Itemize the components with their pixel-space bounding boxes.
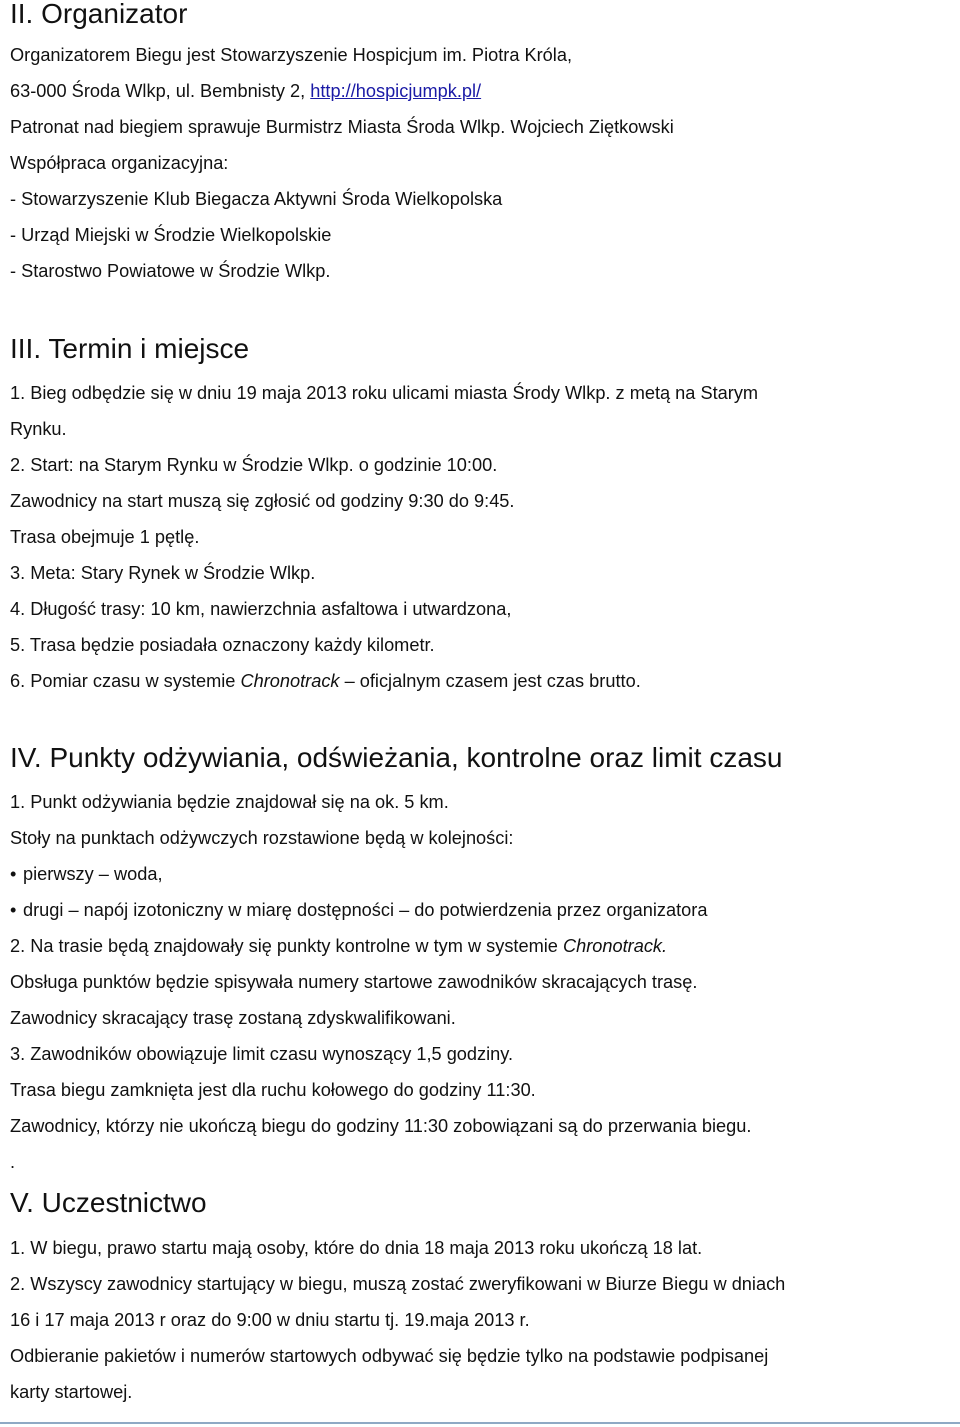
participation-line: Odbieranie pakietów i numerów startowych odbywać się będzie tylko na podstawie podpisanej <box>10 1346 769 1366</box>
term-line: Trasa obejmuje 1 pętlę. <box>10 527 200 547</box>
term-line: 4. Długość trasy: 10 km, nawierzchnia asfaltowa i utwardzona, <box>10 599 512 619</box>
section-heading-uczestnictwo: V. Uczestnictwo <box>10 1187 207 1218</box>
refreshment-line: Stoły na punktach odżywczych rozstawione będą w kolejności: <box>10 828 514 848</box>
participation-line: 16 i 17 maja 2013 r oraz do 9:00 w dniu startu tj. 19.maja 2013 r. <box>10 1310 530 1330</box>
time-limit-line: 3. Zawodników obowiązuje limit czasu wynoszący 1,5 godziny. <box>10 1044 514 1064</box>
organizer-address-line <box>10 81 481 103</box>
checkpoint-line: Zawodnicy skracający trasę zostaną zdyskwalifikowani. <box>10 1008 456 1028</box>
chronotrack-name: Chronotrack <box>240 671 340 691</box>
term-line: Rynku. <box>10 419 67 439</box>
chronotrack-name: Chronotrack. <box>562 936 668 956</box>
bullet-text: pierwszy – woda, <box>23 864 163 884</box>
section-heading-organizator: II. Organizator <box>10 0 188 29</box>
timing-text: 6. Pomiar czasu w systemie <box>10 671 241 691</box>
timing-line <box>10 671 641 693</box>
cooperation-item: - Starostwo Powiatowe w Środzie Wlkp. <box>10 261 331 281</box>
hospicjum-link[interactable]: http://hospicjumpk.pl/ <box>310 81 482 101</box>
checkpoint-text: 2. Na trasie będą znajdowały się punkty kontrolne w tym w systemie <box>10 936 563 956</box>
section-heading-termin: III. Termin i miejsce <box>10 333 250 364</box>
term-line: 2. Start: na Starym Rynku w Środzie Wlkp. o godzinie 10:00. <box>10 455 498 475</box>
participation-line: 1. W biegu, prawo startu mają osoby, które do dnia 18 maja 2013 roku ukończą 18 lat. <box>10 1238 703 1258</box>
bullet-item <box>10 900 707 922</box>
checkpoint-line <box>10 936 667 958</box>
page-bottom-divider <box>0 1422 960 1424</box>
term-line: 1. Bieg odbędzie się w dniu 19 maja 2013 roku ulicami miasta Środy Wlkp. z metą na Starym <box>10 383 759 403</box>
organizer-line: Organizatorem Biegu jest Stowarzyszenie Hospicjum im. Piotra Króla, <box>10 45 573 65</box>
participation-line: karty startowej. <box>10 1382 133 1402</box>
timing-text-suffix: – oficjalnym czasem jest czas brutto. <box>339 671 641 691</box>
cooperation-item: - Stowarzyszenie Klub Biegacza Aktywni Środa Wielkopolska <box>10 189 503 209</box>
bullet-item <box>10 864 163 886</box>
checkpoint-line: Obsługa punktów będzie spisywała numery startowe zawodników skracających trasę. <box>10 972 698 992</box>
stray-dot: . <box>10 1152 16 1172</box>
refreshment-line: 1. Punkt odżywiania będzie znajdował się na ok. 5 km. <box>10 792 449 812</box>
time-limit-line: Trasa biegu zamknięta jest dla ruchu kołowego do godziny 11:30. <box>10 1080 536 1100</box>
patronage-line: Patronat nad biegiem sprawuje Burmistrz Miasta Środa Wlkp. Wojciech Ziętkowski <box>10 117 674 137</box>
address-text: 63-000 Środa Wlkp, ul. Bembnisty 2, <box>10 81 311 101</box>
participation-line: 2. Wszyscy zawodnicy startujący w biegu, muszą zostać zweryfikowani w Biurze Biegu w dniach <box>10 1274 786 1294</box>
time-limit-line: Zawodnicy, którzy nie ukończą biegu do godziny 11:30 zobowiązani są do przerwania biegu. <box>10 1116 752 1136</box>
term-line: 5. Trasa będzie posiadała oznaczony każdy kilometr. <box>10 635 435 655</box>
term-line: 3. Meta: Stary Rynek w Środzie Wlkp. <box>10 563 316 583</box>
term-line: Zawodnicy na start muszą się zgłosić od godziny 9:30 do 9:45. <box>10 491 515 511</box>
bullet-icon: • <box>10 864 17 884</box>
cooperation-heading: Współpraca organizacyjna: <box>10 153 229 173</box>
section-heading-punkty: IV. Punkty odżywiania, odświeżania, kontrolne oraz limit czasu <box>10 742 783 773</box>
bullet-text: drugi – napój izotoniczny w miarę dostępności – do potwierdzenia przez organizatora <box>23 900 708 920</box>
bullet-icon: • <box>10 900 17 920</box>
cooperation-item: - Urząd Miejski w Środzie Wielkopolskie <box>10 225 332 245</box>
